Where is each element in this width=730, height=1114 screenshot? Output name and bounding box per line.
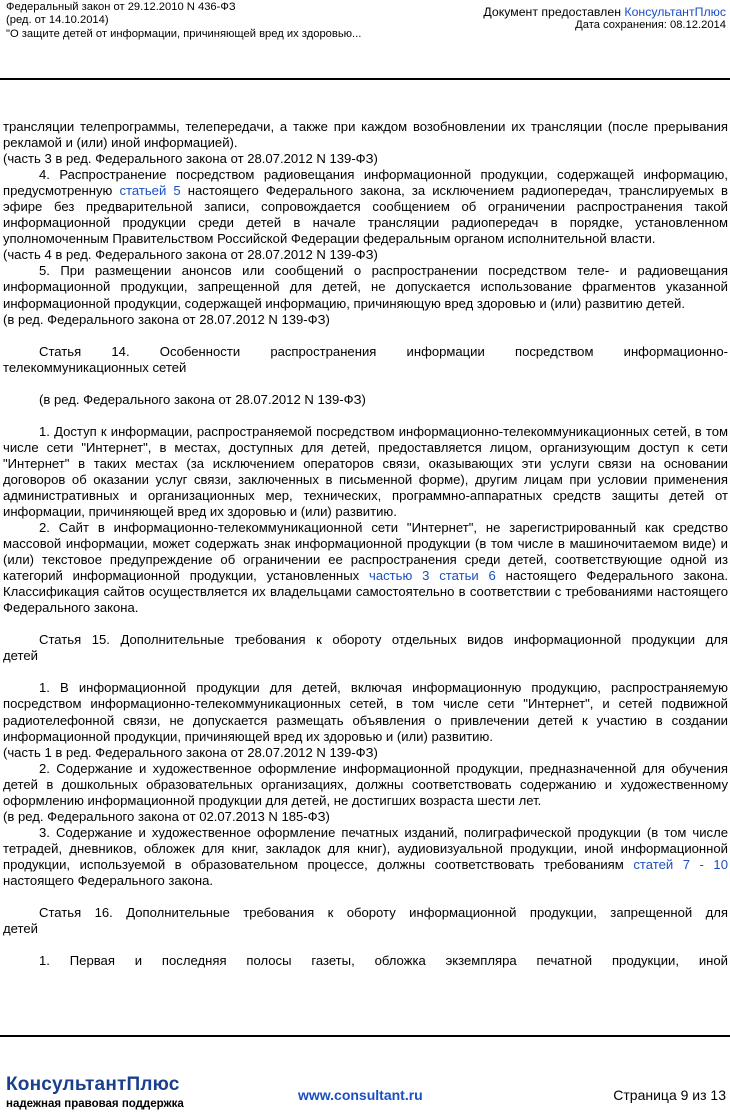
article-5-link[interactable]: статьей 5: [119, 183, 181, 199]
spacer: [3, 664, 728, 680]
article-6-part-3-link[interactable]: частью 3 статьи 6: [369, 568, 496, 584]
edition-note: (часть 1 в ред. Федерального закона от 28.07.2012 N 139-ФЗ): [3, 744, 378, 760]
edition-note: (в ред. Федерального закона от 28.07.2012 N 139-ФЗ): [3, 311, 330, 327]
paragraph: трансляции телепрограммы, телепередачи, а также при каждом возобновлении их трансляции (после прерывания рекламой и (или) иной информацией).: [3, 119, 728, 151]
document-body: [3, 119, 728, 969]
edition-note: (в ред. Федерального закона от 02.07.2013 N 185-ФЗ): [3, 808, 330, 824]
edition-note: (в ред. Федерального закона от 28.07.2012 N 139-ФЗ): [39, 391, 366, 407]
save-date: Дата сохранения: 08.12.2014: [575, 19, 726, 31]
paragraph: 4. Распространение посредством радиовещания информационной продукции, содержащей информацию, предусмотренную статьей 5 настоящего Федерального закона, за исключением радиопередач, транслируемых в эфире без предварительной записи, сопровождается сообщением об ограничении распространения такой информационной продукции среди детей в начале трансляции радиопередач в порядке, установленном уполномоченным Правительством Российской Федерации федеральным органом исполнительной власти.: [3, 167, 728, 247]
paragraph: 1. В информационной продукции для детей, включая информационную продукцию, распространяемую посредством информационно-телекоммуникационных сетей, в том числе сети "Интернет", и сетей подвижной радиотелефонной связи, не допускается размещать объявления о привлечении детей к участию в создании информационной продукции, причиняющей вред их здоровью и (или) развитию.: [3, 680, 728, 744]
footer-divider: [0, 1035, 730, 1037]
law-reference: [6, 1, 361, 41]
article-15-heading: Статья 15. Дополнительные требования к обороту отдельных видов информационной продукции для: [39, 632, 728, 648]
spacer: [3, 328, 728, 344]
law-title: Федеральный закон от 29.12.2010 N 436-ФЗ: [6, 1, 236, 13]
document-source: [483, 5, 726, 32]
provided-by: Документ предоставлен КонсультантПлюс: [483, 5, 726, 19]
consultant-link[interactable]: КонсультантПлюс: [624, 5, 726, 19]
spacer: [3, 376, 728, 392]
header-divider: [0, 78, 730, 80]
brand-tagline: надежная правовая поддержка: [6, 1098, 184, 1110]
website-link[interactable]: www.consultant.ru: [298, 1087, 423, 1103]
article-16-heading: Статья 16. Дополнительные требования к обороту информационной продукции, запрещенной для: [39, 905, 728, 921]
paragraph: 3. Содержание и художественное оформление печатных изданий, полиграфической продукции (в том числе тетрадей, дневников, обложек для книг, закладок для книг), аудиовизуальной продукции, иной информационной продукции, используемой в образовательном процессе, должны соответствовать требованиям статей 7 - 10 настоящего Федерального закона.: [3, 824, 728, 888]
brand-logo: КонсультантПлюс: [6, 1074, 180, 1095]
article-14-heading: Статья 14. Особенности распространения информации посредством информационно-: [39, 343, 728, 359]
spacer: [3, 616, 728, 632]
page-number: Страница 9 из 13: [613, 1087, 726, 1103]
articles-7-10-link[interactable]: статей 7 - 10: [633, 856, 728, 872]
article-15-heading-cont: детей: [3, 648, 38, 664]
page-header: [0, 0, 730, 80]
paragraph: 1. Доступ к информации, распространяемой посредством информационно-телекоммуникационных сетей, в том числе сети "Интернет", в местах, доступных для детей, предоставляется лицом, организующим доступ к сети "Интернет" в таких местах (за исключением операторов связи, оказывающих эти услуги связи на основании договоров об оказании услуг связи, заключенных в письменной форме), другим лицам при условии применения административных и организационных мер, технических, программно-аппаратных средств защиты детей от информации, причиняющей вред их здоровью и (или) развитию.: [3, 423, 728, 519]
edition-note: (часть 4 в ред. Федерального закона от 28.07.2012 N 139-ФЗ): [3, 247, 378, 263]
article-16-heading-cont: детей: [3, 921, 38, 937]
paragraph: 5. При размещении анонсов или сообщений о распространении посредством теле- и радиовещания информационной продукции, запрещенной для детей, не допускается использование фрагментов указанной информационной продукции, содержащей информацию, причиняющую вред здоровью и (или) развитию детей.: [3, 263, 728, 311]
paragraph: 2. Сайт в информационно-телекоммуникационной сети "Интернет", не зарегистрированный как средство массовой информации, может содержать знак информационной продукции (в том числе в машиночитаемом виде) и (или) текстовое предупреждение об ограничении ее распространения среди детей, соответствующие одной из категорий информационной продукции, установленных частью 3 статьи 6 настоящего Федерального закона. Классификация сайтов осуществляется их владельцами самостоятельно в соответствии с требованиями настоящего Федерального закона.: [3, 520, 728, 616]
edition-note: (часть 3 в ред. Федерального закона от 28.07.2012 N 139-ФЗ): [3, 151, 378, 167]
article-14-heading-cont: телекоммуникационных сетей: [3, 359, 187, 375]
law-name: "О защите детей от информации, причиняющей вред их здоровью...: [6, 27, 362, 40]
law-edition: (ред. от 14.10.2014): [6, 14, 109, 27]
paragraph: 2. Содержание и художественное оформление информационной продукции, предназначенной для обучения детей в дошкольных образовательных организациях, должны соответствовать содержанию и художественному оформлению информационной продукции для детей, не достигших возраста шести лет.: [3, 760, 728, 808]
spacer: [3, 889, 728, 905]
spacer: [3, 408, 728, 424]
spacer: [3, 937, 728, 953]
paragraph: 1. Первая и последняя полосы газеты, обложка экземпляра печатной продукции, иной: [39, 953, 728, 969]
